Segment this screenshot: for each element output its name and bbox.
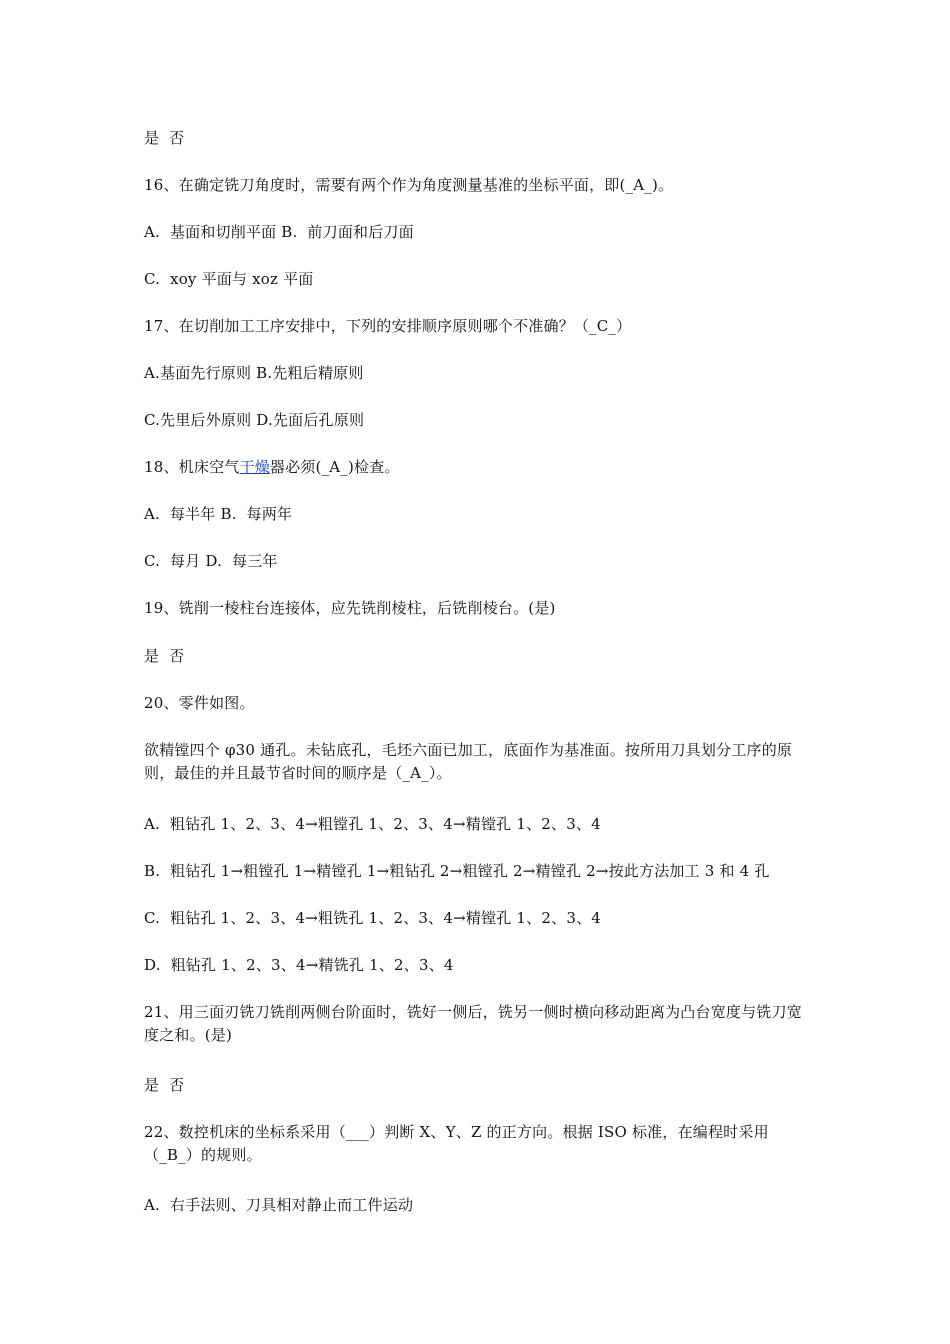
- answer-options-yes-no: 是 否: [144, 647, 185, 665]
- option-line: C. 每月 D. 每三年: [144, 552, 278, 570]
- question-16: 16、在确定铣刀角度时，需要有两个作为角度测量基准的坐标平面，即(_A_)。: [144, 176, 674, 194]
- question-18: [144, 456, 810, 479]
- question-18-text-after: 器必须(_A_)检查。: [269, 458, 400, 476]
- option-line: B. 粗钻孔 1→粗镗孔 1→精镗孔 1→粗钻孔 2→粗镗孔 2→精镗孔 2→按此方法加工 3 和 4 孔: [144, 862, 770, 880]
- option-line: A.基面先行原则 B.先粗后精原则: [144, 364, 364, 382]
- question-17: 17、在切削加工工序安排中，下列的安排顺序原则哪个不准确？（_C_）: [144, 317, 632, 335]
- option-line: A. 每半年 B. 每两年: [144, 505, 293, 523]
- answer-options-yes-no: 是 否: [144, 1076, 185, 1094]
- question-20: 20、零件如图。: [144, 694, 255, 712]
- question-19: 19、铣削一棱柱台连接体，应先铣削棱柱，后铣削棱台。(是): [144, 599, 556, 617]
- option-line: A. 基面和切削平面 B. 前刀面和后刀面: [144, 223, 414, 241]
- question-18-text-before: 18、机床空气: [144, 458, 240, 476]
- option-line: A. 右手法则、刀具相对静止而工件运动: [144, 1196, 414, 1214]
- option-line: C. 粗钻孔 1、2、3、4→粗铣孔 1、2、3、4→精镗孔 1、2、3、4: [144, 909, 602, 927]
- option-line: C.先里后外原则 D.先面后孔原则: [144, 411, 365, 429]
- option-line: A. 粗钻孔 1、2、3、4→粗镗孔 1、2、3、4→精镗孔 1、2、3、4: [144, 815, 601, 833]
- answer-options-yes-no: 是 否: [144, 129, 185, 147]
- question-22: 22、数控机床的坐标系采用（___）判断 X、Y、Z 的正方向。根据 ISO 标准，在编程时采用（_B_）的规则。: [144, 1123, 769, 1164]
- dryer-link[interactable]: 干燥: [239, 458, 270, 476]
- question-20-description: 欲精镗四个 φ30 通孔。未钻底孔，毛坯六面已加工，底面作为基准面。按所用刀具划分工序的原则，最佳的并且最节省时间的顺序是（_A_）。: [144, 741, 793, 782]
- option-line: D. 粗钻孔 1、2、3、4→精铣孔 1、2、3、4: [144, 956, 454, 974]
- option-line: C. xoy 平面与 xoz 平面: [144, 270, 314, 288]
- question-21: 21、用三面刃铣刀铣削两侧台阶面时，铣好一侧后，铣另一侧时横向移动距离为凸台宽度与铣刀宽度之和。(是): [144, 1003, 802, 1044]
